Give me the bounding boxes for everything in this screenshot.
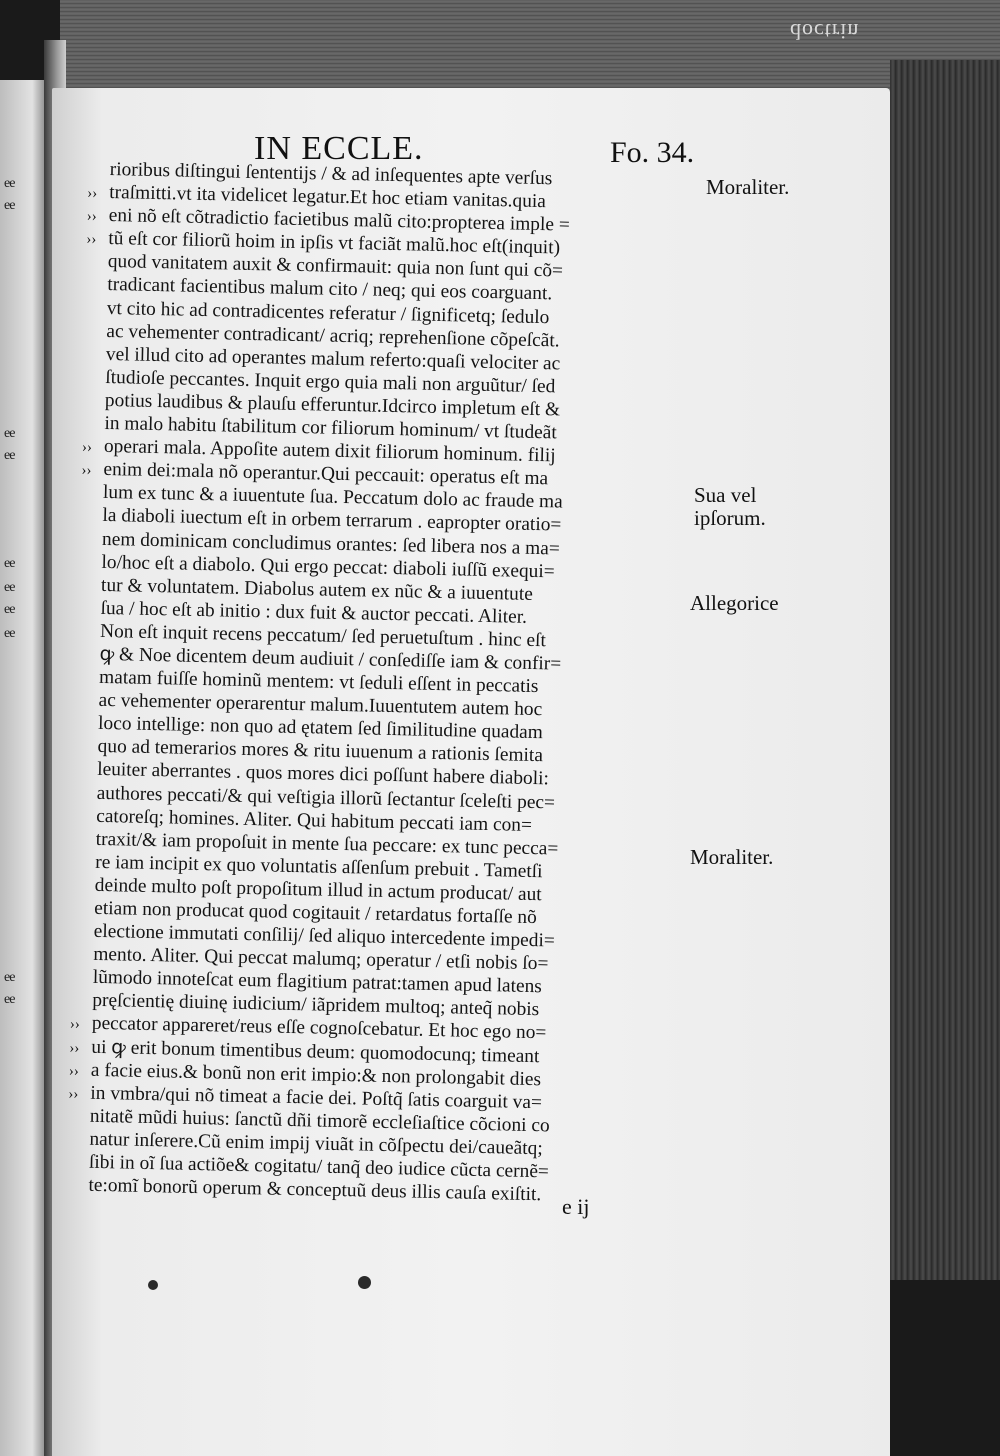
line-text: ſtudioſe peccantes. Inquit ergo quia mali non arguũtur/ ſed xyxy=(105,366,556,398)
line-text: lo/hoc eſt a diabolo. Qui ergo peccat: diaboli iuſſũ exequi= xyxy=(101,551,555,582)
line-text: lũmodo innoteſcat eum flagitium patrat:tamen apud latens xyxy=(92,967,543,998)
line-text: catoreſq; homines. Aliter. Qui habitum peccati iam con= xyxy=(95,805,533,836)
page-speck xyxy=(358,1276,371,1289)
left-margin-mark: ee xyxy=(4,992,15,1007)
side-note-sua-vel-ipsorum: Sua vel ipſorum. xyxy=(694,483,766,530)
line-text: tradicant facientibus malum cito / neq; qui eos coarguant. xyxy=(107,274,553,305)
left-margin-mark: ee xyxy=(4,426,15,441)
line-text: loco intellige: non quo ad ętatem ſed ſimilitudine quadam xyxy=(97,713,544,744)
quote-mark: ›› xyxy=(68,1086,79,1103)
line-text: ſua / hoc eſt ab initio : dux fuit & auctor peccati. Aliter. xyxy=(100,597,528,628)
line-text: tur & voluntatem. Diabolus autem ex nũc & a iuuentute xyxy=(100,574,534,605)
line-text: nem dominicam concludimus orantes: ſed libera nos a ma= xyxy=(101,528,561,560)
quote-mark: ›› xyxy=(87,185,98,202)
line-text: etiam non producat quod cogitauit / retardatus fortaſſe nõ xyxy=(94,897,538,929)
page-speck xyxy=(148,1280,158,1290)
line-text: re iam incipit ex quo voluntatis aſſenſum prebuit . Tametſi xyxy=(95,851,543,883)
line-text: la diaboli iuectum eſt in orbem terrarum . eapropter oratio= xyxy=(102,505,562,536)
line-text: quod vanitatem auxit & confirmauit: quia non ſunt qui cõ= xyxy=(107,251,564,282)
left-margin-mark: ee xyxy=(4,970,15,985)
line-text: ꝙ & Noe dicentem deum audiuit / conſediſſe iam & confir= xyxy=(99,643,562,675)
quote-mark: ›› xyxy=(81,439,93,456)
line-text: Non eſt inquit recens peccatum/ ſed peruetuſtum . hinc eſt xyxy=(99,620,547,652)
left-margin-mark: ee xyxy=(4,556,15,571)
line-text: potius laudibus & plauſu efferuntur.Idcirco impletum eſt & xyxy=(104,389,561,421)
line-text: ac vehementer operarentur malum.Iuuentutem autem hoc xyxy=(98,690,543,721)
line-text: mento. Aliter. Qui peccat malumq; operatur / etſi nobis ſo= xyxy=(93,944,549,975)
line-text: lum ex tunc & a iuuentute ſua. Peccatum dolo ac fraude ma xyxy=(102,482,563,513)
book-fore-edge xyxy=(890,60,1000,1280)
quote-mark: ›› xyxy=(69,1039,80,1057)
line-text: authores peccati/& qui veſtigia illorũ ſectantur ſceleſti pec= xyxy=(96,782,556,813)
side-note-allegorice: Allegorice xyxy=(690,591,779,615)
line-text: peccator appareret/reus eſſe cognoſcebatur. Et hoc ego no= xyxy=(91,1013,547,1044)
line-text: pręſcientię diuinę iudicium/ iãpridem multoq; anteq̃ nobis xyxy=(92,990,540,1021)
left-margin-mark: ee xyxy=(4,626,15,641)
quote-mark: ›› xyxy=(86,231,97,249)
signature-mark: e ij xyxy=(562,1194,590,1219)
line-text: eni nõ eſt cõtradictio facietibus malũ cito:propterea imple = xyxy=(108,205,570,236)
running-header: IN ECCLE. xyxy=(254,130,424,167)
line-text: rioribus diſtingui ſententijs / & ad inſequentes apte verſus xyxy=(109,158,553,190)
line-text: ſibi in oĩ ſua actiõe& cogitatu/ tanq̃ deo iudice cũcta cernẽ= xyxy=(88,1151,550,1183)
line-text: operari mala. Appoſite autem dixit filiorum hominum. filij xyxy=(103,436,556,467)
line-text: ui ꝙ erit bonum timentibus deum: quomodocunq; timeant xyxy=(91,1036,540,1067)
left-margin-mark: ee xyxy=(4,602,15,617)
quote-mark: ›› xyxy=(81,462,92,479)
left-margin-mark: ee xyxy=(4,580,15,595)
line-text: tũ eſt cor filiorũ hoim in ipſis vt faciãt malũ.hoc eſt(inquit) xyxy=(108,228,561,259)
side-note-moraliter: Moraliter. xyxy=(690,845,774,869)
line-text: deinde multo poſt propoſitum illud in actum producat/ aut xyxy=(94,874,542,906)
quote-mark: ›› xyxy=(69,1016,81,1034)
quote-mark: ›› xyxy=(68,1062,80,1080)
line-text: matam fuiſſe hominũ mentem: vt ſeduli eſſent in peccatis xyxy=(98,666,539,698)
line-text: traxit/& iam propoſuit in mente ſua peccare: ex tunc pecca= xyxy=(95,828,559,860)
line-text: electione immutati conſilij/ ſed aliquo intercedente impedi= xyxy=(93,920,556,952)
spine-label: doctrin xyxy=(790,19,860,44)
line-text: enim dei:mala nõ operantur.Qui peccauit: operatus eſt ma xyxy=(103,459,549,490)
line-text: natur inſerere.Cũ enim impij viuãt in cõſpectu dei/caueãtq; xyxy=(89,1128,543,1160)
side-note-moraliter: Moraliter. xyxy=(706,175,790,199)
line-text: vt cito hic ad contradicentes referatur / ſignificetq; ſedulo xyxy=(106,297,550,328)
line-text: vel illud cito ad operantes malum referto:quaſi velociter ac xyxy=(105,343,561,375)
line-text: in vmbra/qui nõ timeat a facie dei. Poſtq̃ ſatis coarguit va= xyxy=(90,1082,543,1114)
body-text xyxy=(68,158,692,1209)
quote-mark: ›› xyxy=(86,208,97,225)
left-margin-mark: ee xyxy=(4,448,15,463)
line-text: a facie eius.& bonũ non erit impio:& non prolongabit dies xyxy=(90,1059,542,1090)
line-text: traſmitti.vt ita videlicet legatur.Et hoc etiam vanitas.quia xyxy=(109,182,547,213)
facing-page-edge xyxy=(0,80,46,1456)
left-margin-mark: ee xyxy=(4,198,15,213)
folio-number: Fo. 34. xyxy=(610,136,695,169)
line-text: quo ad temerarios mores & ritu iuuenum a rationis ſemita xyxy=(97,736,544,767)
line-text: ac vehementer contradicant/ acriq; reprehenſione cõpeſcãt. xyxy=(106,320,560,352)
line-text: leuiter aberrantes . quos mores dici poſſunt habere diaboli: xyxy=(96,759,550,790)
line-text: te:omĩ bonorũ operum & conceptuũ deus illis cauſa exiſtit. xyxy=(88,1174,542,1206)
line-text: in malo habitu ſtabilitum cor filiorum hominum/ vt ſtudeãt xyxy=(104,412,557,444)
left-margin-mark: ee xyxy=(4,176,15,191)
line-text: nitatẽ mũdi huius: ſanctũ dñi timorẽ eccleſiaſtice cõcioni co xyxy=(89,1105,550,1137)
